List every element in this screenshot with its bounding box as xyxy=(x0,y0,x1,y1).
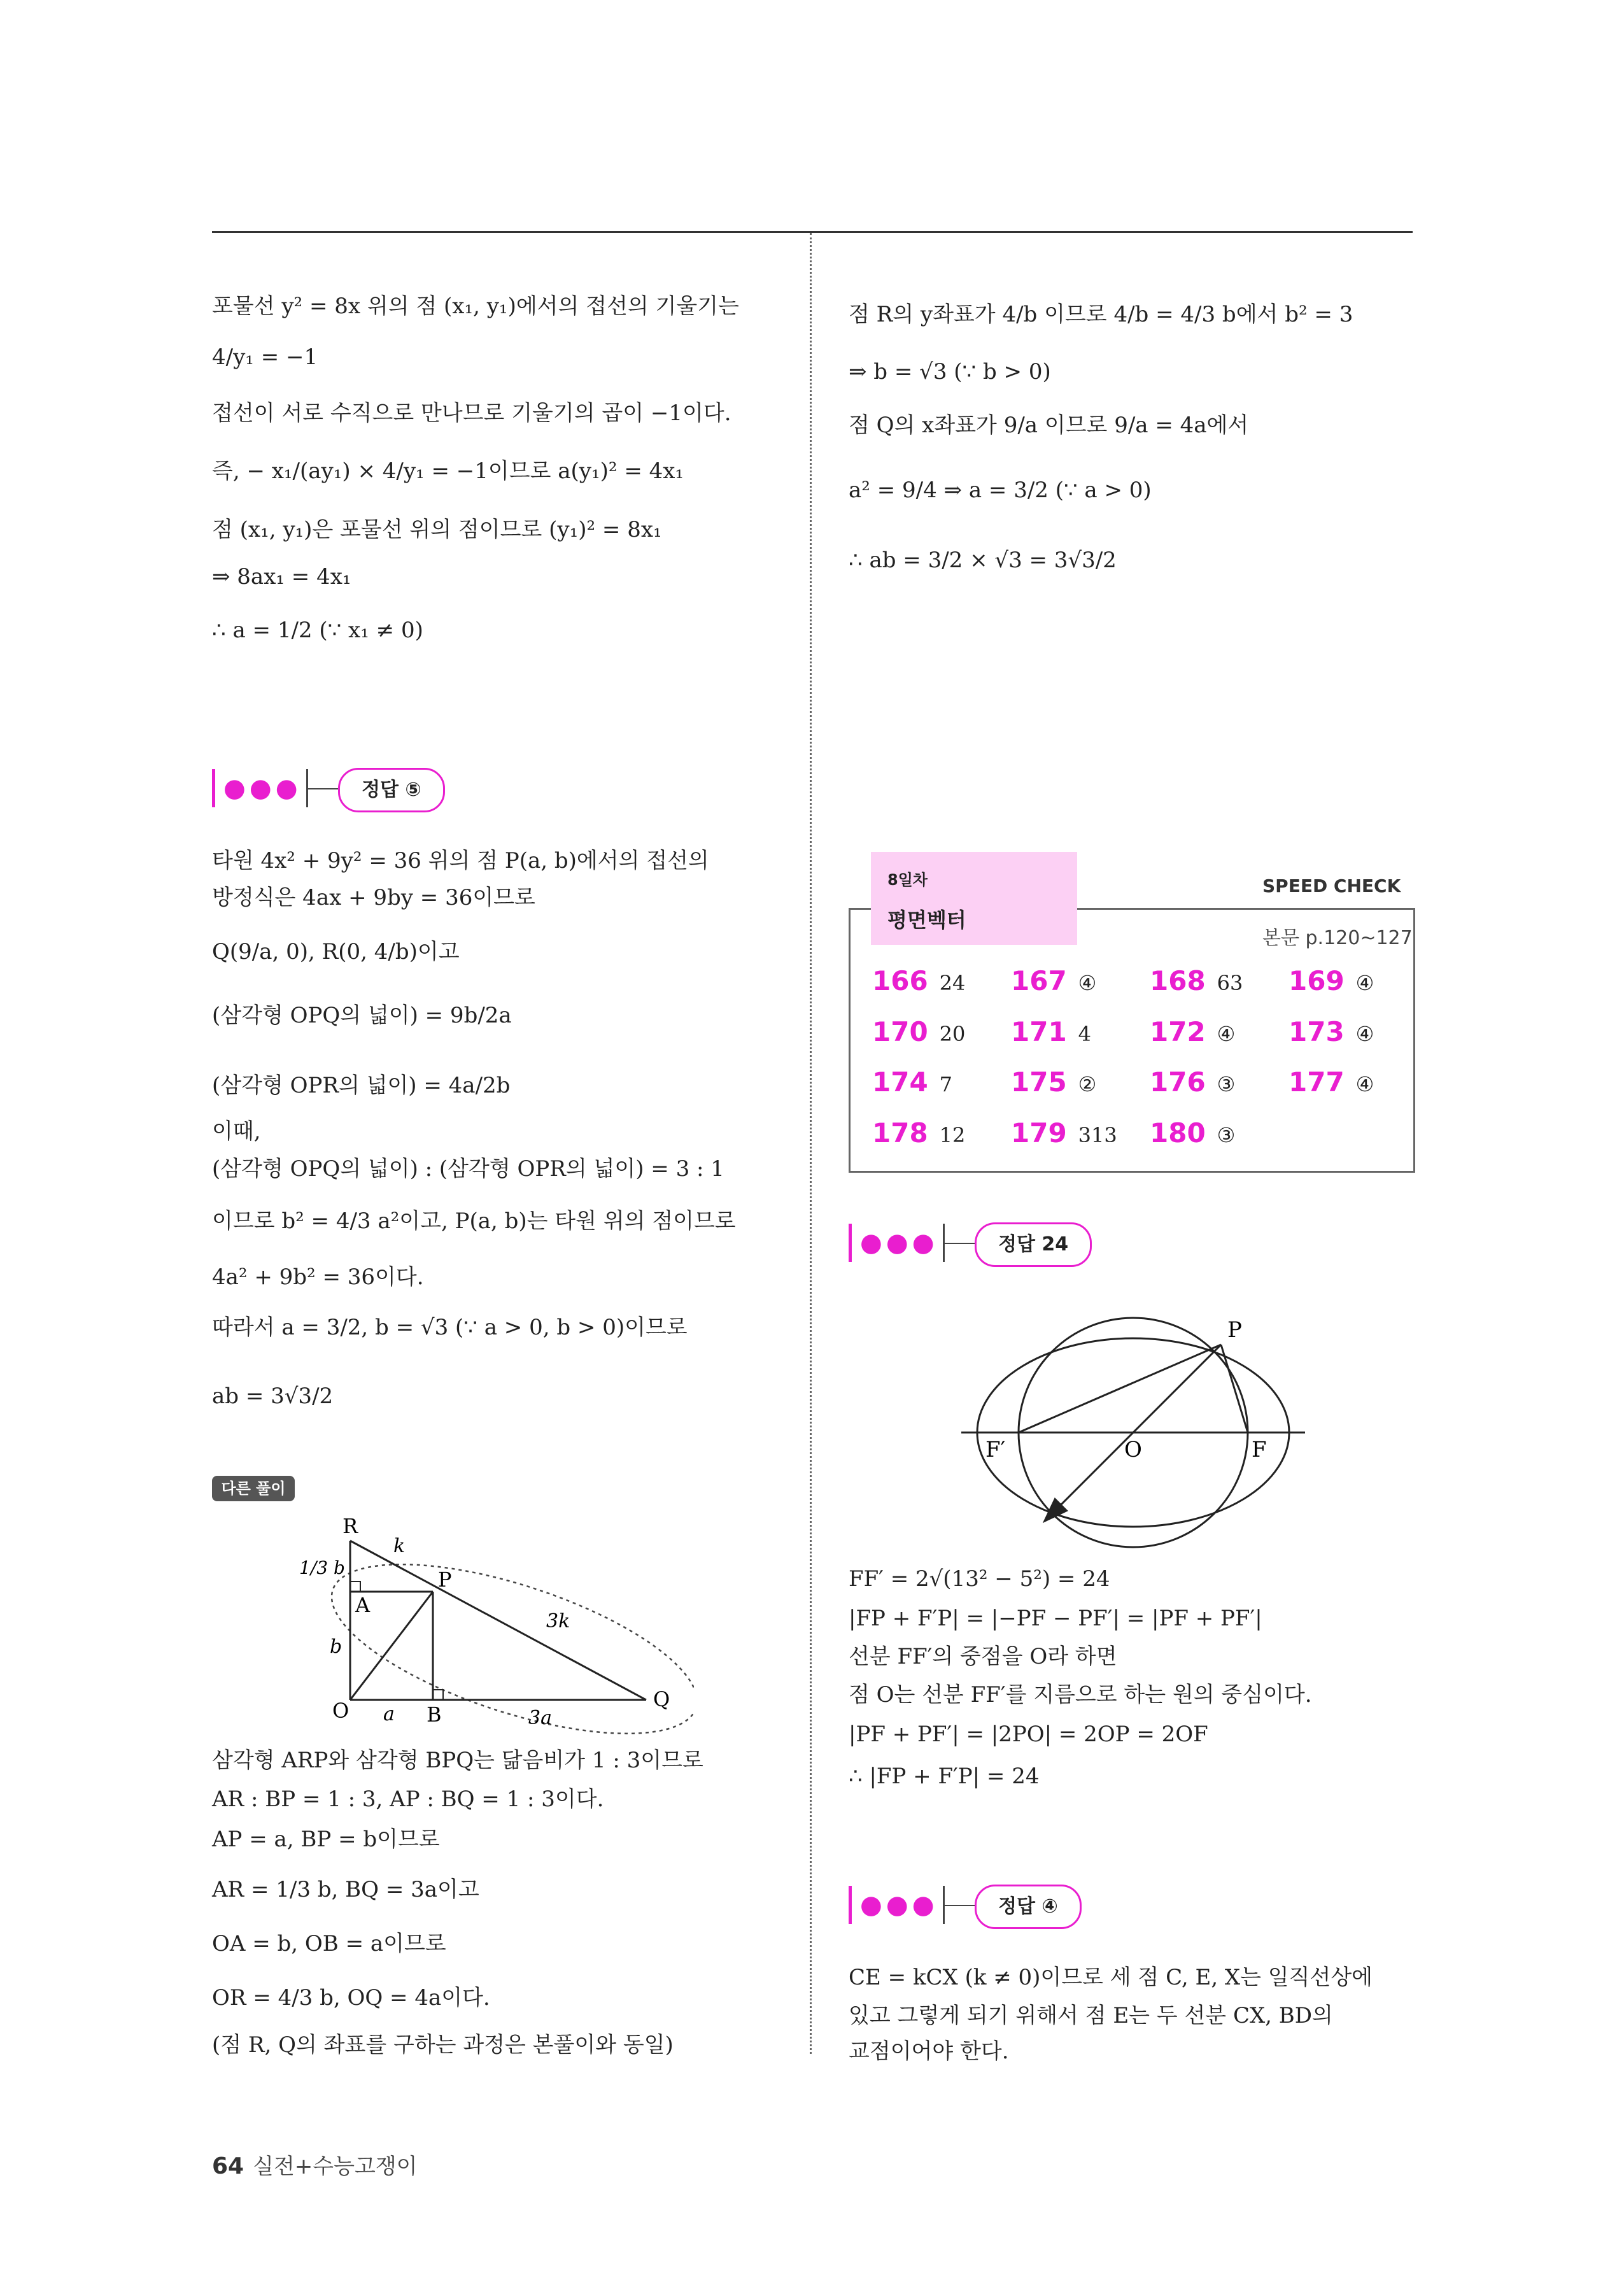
accent-bar xyxy=(212,769,215,807)
text-line: 선분 FF′의 중점을 O라 하면 xyxy=(849,1644,1117,1669)
answer-pill: 정답 24 xyxy=(975,1222,1092,1267)
accent-bar xyxy=(849,1224,852,1262)
label-P: P xyxy=(438,1567,452,1592)
text-line: |FP + F′P| = |−PF − PF′| = |PF + PF′| xyxy=(849,1606,1262,1631)
text-line: FF′ = 2√(13² − 5²) = 24 xyxy=(849,1566,1110,1592)
answer-pill: 정답 ⑤ xyxy=(338,768,445,812)
label-P: P xyxy=(1227,1317,1242,1343)
problem-answer: ④ xyxy=(1355,1022,1374,1046)
text-line: CE = kCX (k ≠ 0)이므로 세 점 C, E, X는 일직선상에 xyxy=(849,1965,1373,1990)
problem-answer: ④ xyxy=(1355,971,1374,995)
right-angle-A xyxy=(350,1581,360,1592)
answer-pill: 정답 ④ xyxy=(975,1885,1082,1929)
problem-number: 171 xyxy=(1011,1016,1067,1047)
text-line: (삼각형 OPR의 넓이) = 4a/2b xyxy=(212,1073,511,1098)
text-line: ab = 3√3/2 xyxy=(212,1383,334,1409)
text-line: 있고 그렇게 되기 위해서 점 E는 두 선분 CX, BD의 xyxy=(849,2003,1333,2028)
text-line: OA = b, OB = a이므로 xyxy=(212,1931,446,1956)
problem-answer: ④ xyxy=(1217,1022,1236,1046)
topic-label: 평면벡터 xyxy=(887,908,966,932)
problem-answer: 24 xyxy=(939,971,966,995)
text-line: 점 (x₁, y₁)은 포물선 위의 점이므로 (y₁)² = 8x₁ xyxy=(212,517,662,542)
problem-answer: ③ xyxy=(1217,1072,1236,1096)
label-b: b xyxy=(330,1636,342,1658)
dotted-ellipse xyxy=(313,1529,694,1744)
problem-answer: 20 xyxy=(939,1022,966,1046)
text-line: OR = 4/3 b, OQ = 4a이다. xyxy=(212,1985,490,2011)
problem-number: 175 xyxy=(1011,1066,1067,1098)
problem-answer: 12 xyxy=(939,1123,966,1147)
text-line: 타원 4x² + 9y² = 36 위의 점 P(a, b)에서의 접선의 xyxy=(212,848,709,874)
dots-icon: ●●● xyxy=(860,1228,938,1257)
label-Q: Q xyxy=(653,1687,670,1711)
book-title: 실전+수능고쟁이 xyxy=(253,2154,418,2179)
text-line: 이때, xyxy=(212,1119,261,1144)
text-line: 점 Q의 x좌표가 9/a 이므로 9/a = 4a에서 xyxy=(849,413,1249,438)
speed-check-item xyxy=(1150,1066,1235,1098)
problem-number: 174 xyxy=(872,1066,928,1098)
problem-number: 169 xyxy=(1289,965,1345,996)
speed-check-item xyxy=(872,1117,965,1149)
alt-solution-badge: 다른 풀이 xyxy=(212,1476,295,1501)
text-line: 4/y₁ = −1 xyxy=(212,344,318,370)
segment-FP xyxy=(1221,1345,1248,1433)
tangent-line xyxy=(350,1541,646,1700)
page-number: 64 xyxy=(212,2153,244,2179)
label-k: k xyxy=(393,1535,406,1557)
dots-icon: ●●● xyxy=(860,1890,938,1920)
problem-answer: 63 xyxy=(1217,971,1243,995)
text-line: 점 O는 선분 FF′를 지름으로 하는 원의 중심이다. xyxy=(849,1682,1312,1708)
text-line: ∴ a = 1/2 (∵ x₁ ≠ 0) xyxy=(212,618,423,643)
label-3k: 3k xyxy=(546,1610,570,1632)
problem-number: 177 xyxy=(1289,1066,1345,1098)
speed-check-tag xyxy=(871,852,1077,945)
speed-check-item xyxy=(872,1066,952,1098)
problem-number: 179 xyxy=(1011,1117,1067,1149)
label-a: a xyxy=(383,1703,395,1725)
ellipse-circle-diagram xyxy=(955,1299,1311,1553)
speed-check-title: SPEED CHECK xyxy=(1262,875,1401,896)
problem-number: 170 xyxy=(872,1016,928,1047)
text-line: 교점이어야 한다. xyxy=(849,2039,1009,2064)
problem-number: 172 xyxy=(1150,1016,1206,1047)
text-line: 삼각형 ARP와 삼각형 BPQ는 닮음비가 1 : 3이므로 xyxy=(212,1748,703,1773)
connector-line xyxy=(945,1243,977,1244)
speed-check-item xyxy=(1150,1016,1235,1047)
text-line: ∴ ab = 3/2 × √3 = 3√3/2 xyxy=(849,548,1117,573)
top-rule xyxy=(212,231,1413,233)
column-divider xyxy=(810,233,812,2054)
dots-icon: ●●● xyxy=(223,774,302,803)
connector-line xyxy=(945,1905,977,1906)
page-footer xyxy=(212,2149,418,2180)
text-line: 이므로 b² = 4/3 a²이고, P(a, b)는 타원 위의 점이므로 xyxy=(212,1208,736,1234)
problem-answer: 313 xyxy=(1078,1123,1117,1147)
text-line: |PF + PF′| = |2PO| = 2OP = 2OF xyxy=(849,1722,1208,1747)
text-line: (점 R, Q의 좌표를 구하는 과정은 본풀이와 동일) xyxy=(212,2032,674,2058)
text-line: AR = 1/3 b, BQ = 3a이고 xyxy=(212,1877,479,1902)
problem-number: 168 xyxy=(1150,965,1206,996)
text-line: a² = 9/4 ⇒ a = 3/2 (∵ a > 0) xyxy=(849,478,1152,503)
problem-number: 178 xyxy=(872,1117,928,1149)
segment-F-prime-P xyxy=(1019,1345,1221,1433)
text-line: 방정식은 4ax + 9by = 36이므로 xyxy=(212,885,535,910)
speed-check-item xyxy=(1011,965,1096,996)
problem-answer: ④ xyxy=(1078,971,1097,995)
text-line: 4a² + 9b² = 36이다. xyxy=(212,1264,424,1290)
problem-answer: ④ xyxy=(1355,1072,1374,1096)
text-line: ∴ |FP + F′P| = 24 xyxy=(849,1764,1040,1789)
text-line: ⇒ 8ax₁ = 4x₁ xyxy=(212,564,351,590)
right-angle-B xyxy=(433,1690,443,1700)
text-line: Q(9/a, 0), R(0, 4/b)이고 xyxy=(212,939,460,965)
label-O: O xyxy=(332,1699,350,1723)
problem-number: 173 xyxy=(1289,1016,1345,1047)
speed-check-item xyxy=(1011,1066,1096,1098)
text-line: AP = a, BP = b이므로 xyxy=(212,1827,440,1852)
text-line: 즉, − x₁/(ay₁) × 4/y₁ = −1이므로 a(y₁)² = 4x₁ xyxy=(212,458,684,484)
text-line: 따라서 a = 3/2, b = √3 (∵ a > 0, b > 0)이므로 xyxy=(212,1315,688,1340)
speed-check-item xyxy=(872,1016,965,1047)
page-range: 본문 p.120~127 xyxy=(1262,927,1413,949)
text-line: ⇒ b = √3 (∵ b > 0) xyxy=(849,359,1051,385)
problem-answer: 7 xyxy=(939,1072,953,1096)
accent-bar xyxy=(849,1886,852,1924)
label-O: O xyxy=(1124,1437,1142,1462)
text-line: 포물선 y² = 8x 위의 점 (x₁, y₁)에서의 접선의 기울기는 xyxy=(212,294,739,319)
label-R: R xyxy=(342,1515,358,1538)
speed-check-item xyxy=(1011,1016,1091,1047)
text-line: 접선이 서로 수직으로 만나므로 기울기의 곱이 −1이다. xyxy=(212,400,731,426)
text-line: (삼각형 OPQ의 넓이) : (삼각형 OPR의 넓이) = 3 : 1 xyxy=(212,1156,724,1182)
triangle-diagram xyxy=(299,1515,694,1744)
problem-number: 167 xyxy=(1011,965,1067,996)
speed-check-item xyxy=(1150,1117,1235,1149)
problem-number: 180 xyxy=(1150,1117,1206,1149)
label-3a: 3a xyxy=(528,1707,552,1729)
label-A: A xyxy=(355,1593,371,1617)
speed-check-item xyxy=(1289,1066,1374,1098)
text-line: AR : BP = 1 : 3, AP : BQ = 1 : 3이다. xyxy=(212,1786,604,1812)
label-third-b: 1/3 b xyxy=(299,1557,345,1578)
text-line: 점 R의 y좌표가 4/b 이므로 4/b = 4/3 b에서 b² = 3 xyxy=(849,302,1353,327)
text-line: (삼각형 OPQ의 넓이) = 9b/2a xyxy=(212,1003,512,1028)
speed-check-item xyxy=(1011,1117,1117,1149)
label-F-prime: F′ xyxy=(985,1437,1006,1462)
speed-check-item xyxy=(1150,965,1243,996)
problem-answer: ② xyxy=(1078,1072,1097,1096)
speed-check-item xyxy=(1289,965,1374,996)
problem-answer: 4 xyxy=(1078,1022,1092,1046)
problem-number: 166 xyxy=(872,965,928,996)
problem-answer: ③ xyxy=(1217,1123,1236,1147)
connector-line xyxy=(308,788,340,789)
label-F: F xyxy=(1252,1437,1267,1462)
speed-check-item xyxy=(1289,1016,1374,1047)
problem-number: 176 xyxy=(1150,1066,1206,1098)
day-label: 8일차 xyxy=(887,871,928,889)
label-B: B xyxy=(427,1702,442,1727)
speed-check-item xyxy=(872,965,965,996)
